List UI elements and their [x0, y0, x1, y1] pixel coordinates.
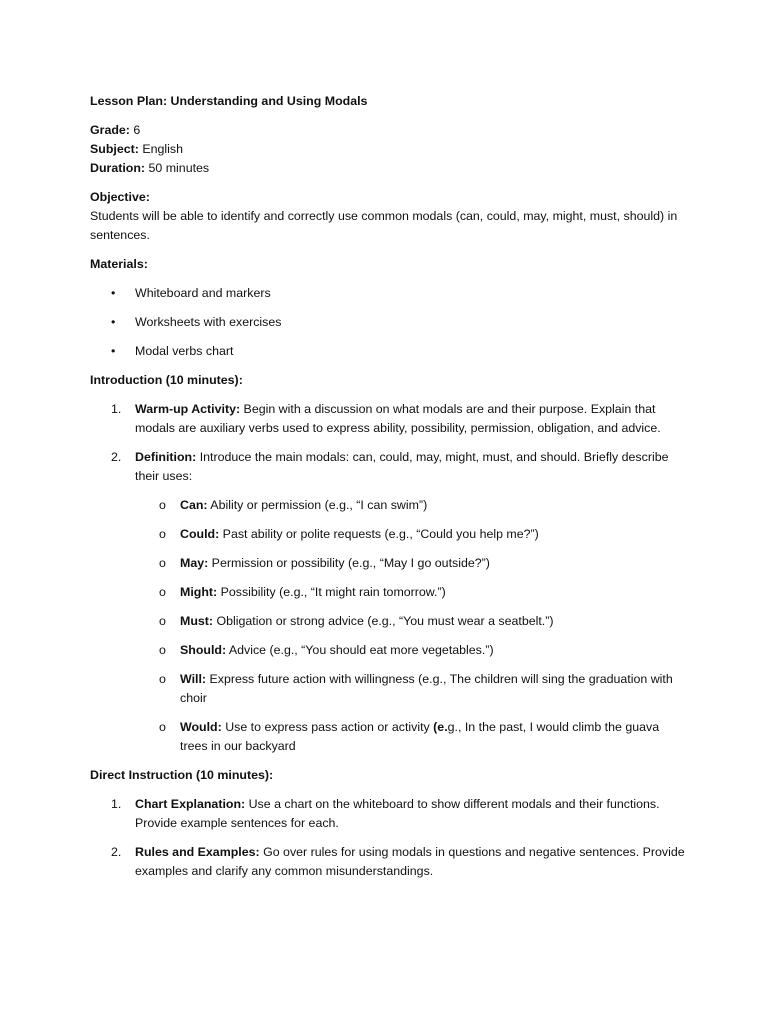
duration-label: Duration: [90, 161, 146, 175]
introduction-list [90, 400, 690, 756]
item-number: 2. [111, 845, 122, 859]
circle-bullet-icon: o [159, 498, 166, 512]
document-page [90, 92, 690, 891]
modal-text: Possibility (e.g., “It might rain tomorrow.”) [217, 585, 446, 599]
bullet-icon: • [111, 344, 116, 358]
modal-list [135, 496, 690, 756]
duration-line [90, 159, 690, 178]
modal-text: Ability or permission (e.g., “I can swim”) [207, 498, 428, 512]
direct-instruction-section [90, 766, 690, 881]
grade-label: Grade: [90, 123, 130, 137]
introduction-heading: Introduction (10 minutes): [90, 373, 243, 387]
list-item [135, 496, 690, 515]
modal-label: Must: [180, 614, 214, 628]
direct-instruction-heading: Direct Instruction (10 minutes): [90, 768, 274, 782]
list-item [135, 718, 690, 756]
grade-line [90, 121, 690, 140]
list-item [90, 342, 690, 361]
circle-bullet-icon: o [159, 527, 166, 541]
circle-bullet-icon: o [159, 643, 166, 657]
list-item [135, 554, 690, 573]
circle-bullet-icon: o [159, 556, 166, 570]
list-item [135, 583, 690, 602]
item-number: 2. [111, 450, 122, 464]
bullet-icon: • [111, 315, 116, 329]
modal-label: Can: [180, 498, 208, 512]
objective-text: Students will be able to identify and correctly use common modals (can, could, may, might, must, should) in sentences. [90, 209, 678, 242]
circle-bullet-icon: o [159, 585, 166, 599]
material-text: Whiteboard and markers [135, 286, 271, 300]
list-item [90, 448, 690, 756]
modal-text: Past ability or polite requests (e.g., “Could you help me?”) [219, 527, 539, 541]
modal-text: Advice (e.g., “You should eat more vegetables.”) [226, 643, 494, 657]
modal-text-bold: (e. [433, 720, 448, 734]
modal-text: Obligation or strong advice (e.g., “You must wear a seatbelt.”) [213, 614, 554, 628]
item-label: Warm-up Activity: [135, 402, 241, 416]
materials-heading: Materials: [90, 257, 148, 271]
item-text: Begin with a discussion on what modals are and their purpose. Explain that modals are auxiliary verbs used to express ability, possibility, permission, obligation, and advice. [135, 402, 661, 435]
introduction-section [90, 371, 690, 756]
list-item [90, 400, 690, 438]
subject-label: Subject: [90, 142, 139, 156]
item-label: Definition: [135, 450, 197, 464]
list-item [135, 641, 690, 660]
list-item [90, 795, 690, 833]
objective-heading: Objective: [90, 190, 150, 204]
list-item [135, 525, 690, 544]
modal-text: Use to express pass action or activity [221, 720, 434, 734]
bullet-icon: • [111, 286, 116, 300]
item-text: Go over rules for using modals in questions and negative sentences. Provide examples and clarify any common misunderstandings. [135, 845, 685, 878]
grade-value: 6 [129, 123, 141, 137]
modal-text: Permission or possibility (e.g., “May I go outside?”) [208, 556, 490, 570]
circle-bullet-icon: o [159, 720, 166, 734]
list-item [90, 284, 690, 303]
item-text: Use a chart on the whiteboard to show different modals and their functions. Provide example sentences for each. [135, 797, 660, 830]
direct-instruction-list [90, 795, 690, 881]
item-label: Rules and Examples: [135, 845, 260, 859]
modal-label: Should: [180, 643, 227, 657]
list-item [135, 612, 690, 631]
item-text: Introduce the main modals: can, could, may, might, must, and should. Briefly describe their uses: [135, 450, 669, 483]
objective-section [90, 188, 690, 245]
modal-text: Express future action with willingness (e.g., The children will sing the graduation with choir [180, 672, 673, 705]
modal-label: Might: [180, 585, 218, 599]
modal-label: May: [180, 556, 209, 570]
list-item [135, 670, 690, 708]
item-number: 1. [111, 797, 122, 811]
subject-value: English [138, 142, 183, 156]
circle-bullet-icon: o [159, 672, 166, 686]
list-item [90, 313, 690, 332]
materials-section [90, 255, 690, 361]
subject-line [90, 140, 690, 159]
page-title: Lesson Plan: Understanding and Using Modals [90, 94, 368, 108]
list-item [90, 843, 690, 881]
modal-label: Will: [180, 672, 207, 686]
modal-text-tail: g., In the past, I would climb the guava trees in our backyard [180, 720, 660, 753]
circle-bullet-icon: o [159, 614, 166, 628]
material-text: Worksheets with exercises [135, 315, 282, 329]
item-number: 1. [111, 402, 122, 416]
material-text: Modal verbs chart [135, 344, 234, 358]
modal-label: Would: [180, 720, 222, 734]
lesson-meta [90, 121, 690, 178]
duration-value: 50 minutes [145, 161, 210, 175]
modal-label: Could: [180, 527, 220, 541]
materials-list [90, 284, 690, 361]
item-label: Chart Explanation: [135, 797, 246, 811]
